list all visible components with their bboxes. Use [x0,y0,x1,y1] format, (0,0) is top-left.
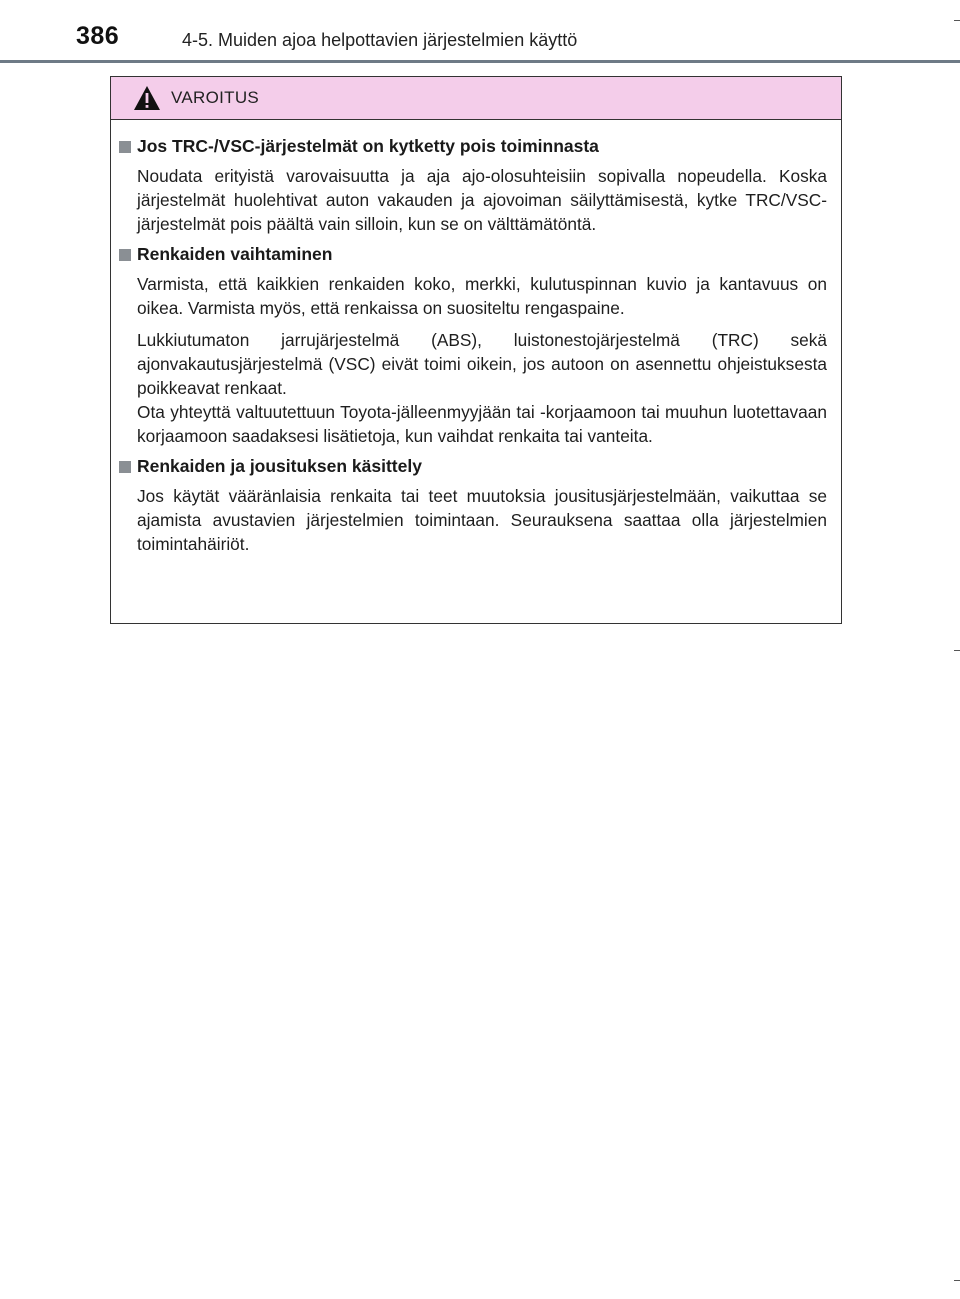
item-heading: Renkaiden ja jousituksen käsittely [137,456,422,476]
trim-mark-bottom-right [954,1280,960,1281]
item-heading: Jos TRC-/VSC-järjestelmät on kytketty pois toiminnasta [137,136,599,156]
square-bullet-icon [119,141,131,153]
warning-item-trc-vsc [119,136,827,236]
trim-mark-mid-right [954,650,960,651]
warning-label: VAROITUS [171,88,260,107]
item-paragraph: Jos käytät vääränlaisia renkaita tai teet muutoksia jousitusjärjestelmään, vaikuttaa se ajamista avustavien järjestelmien toimintaan. Seurauksena saattaa olla järjestelmien toimintahäiriöt. [137,486,827,554]
item-paragraph: Noudata erityistä varovaisuutta ja aja ajo-olosuhteisiin sopivalla nopeudella. Koska järjestelmät huolehtivat auton vakauden ja ajovoiman säilyttämisestä, kytke TRC/VSC-järjestelmät pois päältä vain silloin, kun se on välttämätöntä. [137,166,827,234]
square-bullet-icon [119,249,131,261]
warning-body [111,120,841,556]
warning-triangle-icon [133,85,161,111]
item-paragraph: Ota yhteyttä valtuutettuun Toyota-jälleenmyyjään tai -korjaamoon tai muuhun luotettavaan korjaamoon saadaksesi lisätietoja, kun vaihdat renkaita tai vanteita. [137,402,827,446]
item-paragraph: Lukkiutumaton jarrujärjestelmä (ABS), luistonestojärjestelmä (TRC) sekä ajonvakautusjärjestelmä (VSC) eivät toimi oikein, jos autoon on asennettu ohjeistuksesta poikkeavat renkaat. [137,330,827,398]
item-heading: Renkaiden vaihtaminen [137,244,333,264]
warning-box [110,76,842,624]
trim-mark-top-right [954,20,960,21]
header-rule [0,60,960,63]
page-number: 386 [76,22,120,50]
item-paragraph: Varmista, että kaikkien renkaiden koko, merkki, kulutuspinnan kuvio ja kantavuus on oikea. Varmista myös, että renkaissa on suositeltu rengaspaine. [137,274,827,318]
warning-item-tire-change [119,244,827,448]
section-title: 4-5. Muiden ajoa helpottavien järjestelmien käyttö [182,30,578,50]
warning-header [111,77,841,120]
warning-item-tire-suspension [119,456,827,556]
square-bullet-icon [119,461,131,473]
